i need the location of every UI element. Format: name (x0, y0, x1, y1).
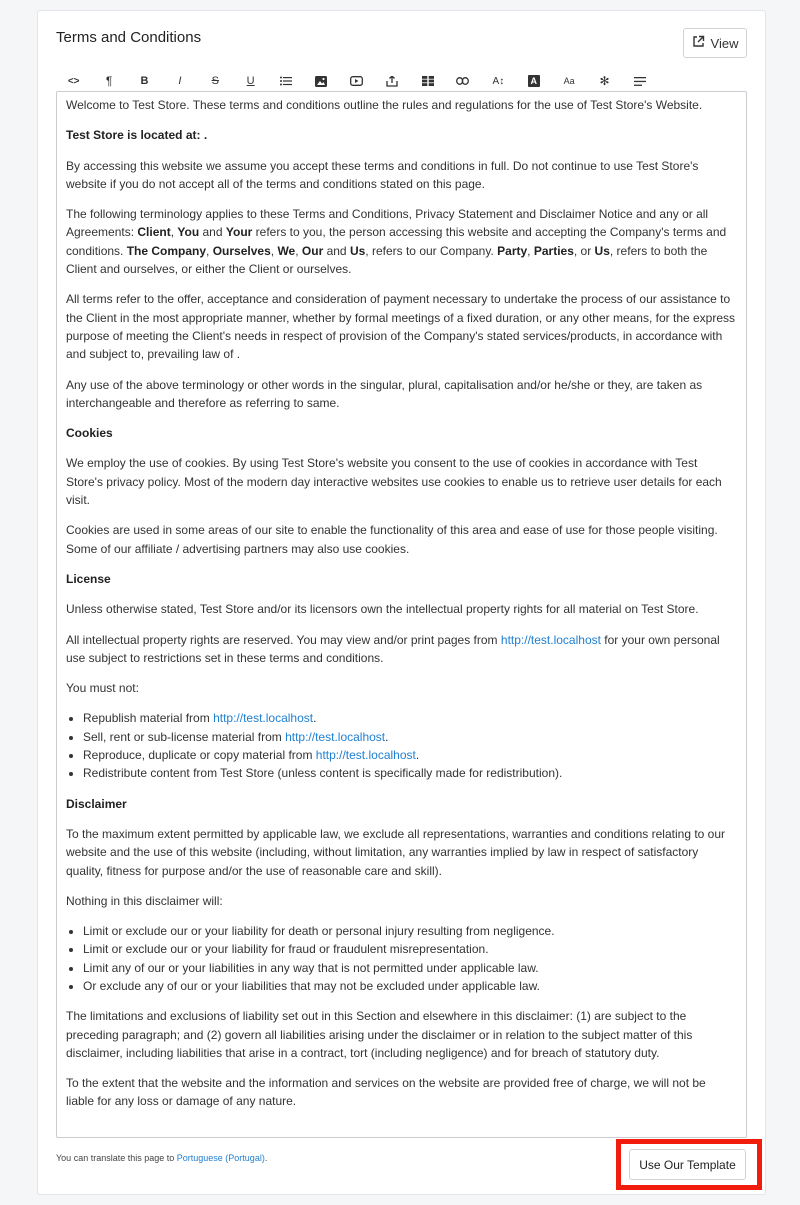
paragraph-cookies-2: Cookies are used in some areas of our site to enable the functionality of this area and ease of use for those people visiting. Some of our affiliate / advertising partners may also use cookies. (66, 523, 718, 556)
view-button[interactable] (683, 28, 747, 58)
paragraph-terminology (66, 205, 737, 278)
site-link[interactable]: http://test.localhost (285, 729, 386, 744)
list-item-text: . (385, 729, 389, 744)
paragraph-any-use: Any use of the above terminology or other words in the singular, plural, capitalisation and/or he/she or they, are taken as interchangeable and therefore as referring to same. (66, 377, 703, 410)
editor-toolbar (56, 69, 746, 93)
paragraph-license-2 (66, 631, 737, 668)
term-text: The following terminology applies to these Terms and Conditions, Privacy Statement and Disclaimer Notice and any or all Agreements: (66, 207, 709, 240)
term-bold: Our (301, 243, 324, 258)
term-text: refers to you, the person accessing this website and accepting the Company's terms and conditions. (66, 225, 727, 258)
page-title: Terms and Conditions (56, 29, 202, 46)
located-text: Test Store is located at: . (66, 128, 208, 143)
table-icon[interactable] (410, 69, 445, 93)
strikethrough-icon[interactable]: S (211, 75, 219, 87)
paragraph-welcome: Welcome to Test Store. These terms and conditions outline the rules and regulations for the use of Test Store's Website. (66, 98, 703, 112)
term-bold: Party (497, 243, 528, 258)
underline-icon[interactable]: U (246, 75, 255, 87)
video-icon[interactable] (339, 69, 374, 93)
term-text: , (170, 225, 178, 240)
term-bold: We (277, 243, 296, 258)
term-bold: Parties (533, 243, 574, 258)
list-item: • Limit any of our or your liabilities in any way that is not permitted under applicable law. (83, 959, 737, 977)
paragraph-all-terms: All terms refer to the offer, acceptance and consideration of payment necessary to undertake the process of our assistance to the Client in the most appropriate manner, whether by formal meetings of a fixed duration, or any other means, for the express purpose of meeting the Client's needs in respect of provision of the Company's stated services/products, in accordance with and subject to, prevailing law of . (66, 292, 736, 362)
terms-editor[interactable] (56, 91, 747, 1138)
external-link-icon (692, 35, 705, 51)
list-item: • Or exclude any of our or your liabilities that may not be excluded under applicable law. (83, 977, 737, 995)
term-bold: Client (137, 225, 171, 240)
paragraph-must-not: You must not: (66, 681, 139, 696)
site-link[interactable]: http://test.localhost (213, 711, 314, 726)
translate-language-link[interactable]: Portuguese (Portugal) (176, 1153, 265, 1163)
paragraph-disclaimer-1: To the maximum extent permitted by applicable law, we exclude all representations, warranties and conditions relating to our website and the use of this website (including, without limitation, any warranties implied by law in respect of satisfactory quality, fitness for purpose and/or the use of reasonable care and skill). (66, 826, 726, 878)
license-text: All intellectual property rights are reserved. You may view and/or print pages from (66, 632, 501, 647)
term-bold: Us (594, 243, 610, 258)
paragraph-nothing: Nothing in this disclaimer will: (66, 893, 223, 908)
term-text: , refers to our Company. (365, 243, 498, 258)
font-size-icon[interactable]: A↕ (492, 75, 505, 87)
bold-icon[interactable]: B (140, 75, 149, 87)
list-item-text: . (415, 748, 420, 763)
use-template-button[interactable]: Use Our Template (629, 1149, 746, 1180)
list-item-text: Sell, rent or sub-license material from (83, 729, 286, 744)
list-item-text: Redistribute content from Test Store (unless content is specifically made for redistribution). (83, 766, 563, 781)
term-text: , (295, 243, 302, 258)
list-item (83, 709, 737, 727)
view-button-label: View (710, 35, 739, 51)
term-text: and (323, 243, 350, 258)
heading-cookies (66, 424, 737, 442)
term-bold: Ourselves (212, 243, 271, 258)
terms-card (37, 10, 766, 1195)
term-bold: Your (225, 225, 253, 240)
list-item (83, 728, 737, 746)
paragraph-limitations: The limitations and exclusions of liability set out in this Section and elsewhere in this disclaimer: (1) are subject to the preceding paragraph; and (2) govern all liabilities arising under the disclaimer or in relation to the subject matter of this disclaimer, including liabilities that arise in a contract, tort (including negligence) and for breach of statutory duty. (66, 1009, 693, 1060)
term-text: and (199, 225, 226, 240)
license-text: for your own personal use subject to restrictions set in these terms and conditions. (66, 632, 720, 665)
term-text: , refers to both the Client and ourselves, or either the Client or ourselves. (66, 243, 708, 277)
term-text: , (270, 243, 278, 258)
list-item-text: Reproduce, duplicate or copy material from (83, 748, 316, 763)
link-icon[interactable] (445, 69, 480, 93)
translate-note-text: You can translate this page to (56, 1153, 177, 1163)
paragraph-icon[interactable]: ¶ (105, 74, 113, 88)
heading-disclaimer-text: Disclaimer (66, 796, 127, 811)
paragraph-cookies-1: We employ the use of cookies. By using Test Store's website you consent to the use of cookies in accordance with Test Store's privacy policy. Most of the modern day interactive websites use cookies to enable us to retrieve user details for each visit. (66, 456, 722, 508)
italic-icon[interactable]: I (178, 75, 182, 87)
paragraph-extent: To the extent that the website and the information and services on the website are provided free of charge, we will not be liable for any loss or damage of any nature. (66, 1076, 706, 1109)
term-text: , or (573, 243, 595, 258)
site-link[interactable]: http://test.localhost (500, 632, 601, 647)
list-item (83, 764, 737, 782)
heading-disclaimer (66, 795, 737, 813)
heading-license-text: License (66, 571, 111, 586)
paragraph-accessing: By accessing this website we assume you accept these terms and conditions in full. Do not continue to use Test Store's website if you do not accept all of the terms and conditions stated on this page. (66, 158, 699, 191)
image-icon[interactable] (304, 69, 339, 93)
heading-cookies-text: Cookies (66, 426, 113, 441)
paragraph-located (66, 126, 737, 144)
list-item: • Limit or exclude our or your liability for fraud or fraudulent misrepresentation. (83, 940, 737, 958)
paragraph-license-1: Unless otherwise stated, Test Store and/or its licensors own the intellectual property rights for all material on Test Store. (66, 602, 699, 617)
list-item (83, 746, 737, 764)
list-item-text: Republish material from (83, 711, 214, 726)
font-color-icon[interactable] (516, 69, 551, 93)
term-bold: Us (349, 243, 366, 258)
must-not-list (66, 709, 737, 782)
list-icon[interactable] (268, 69, 303, 93)
site-link[interactable]: http://test.localhost (315, 748, 416, 763)
term-text: , (206, 243, 213, 258)
translate-note (56, 1153, 267, 1163)
font-family-icon[interactable]: Aa (563, 76, 575, 86)
list-item: • Limit or exclude our or your liability for death or personal injury resulting from negligence. (83, 922, 737, 940)
heading-license (66, 570, 737, 588)
term-text: , (527, 243, 534, 258)
font-color-glyph: A (528, 75, 540, 87)
nothing-list (66, 922, 737, 995)
special-char-icon[interactable]: ✻ (599, 74, 610, 88)
term-bold: The Company (126, 243, 207, 258)
embed-icon[interactable] (375, 69, 410, 93)
code-icon[interactable]: <> (67, 75, 80, 87)
term-bold: You (177, 225, 200, 240)
align-icon[interactable] (622, 69, 657, 93)
translate-note-suffix: . (264, 1153, 268, 1163)
list-item-text: . (313, 711, 317, 726)
